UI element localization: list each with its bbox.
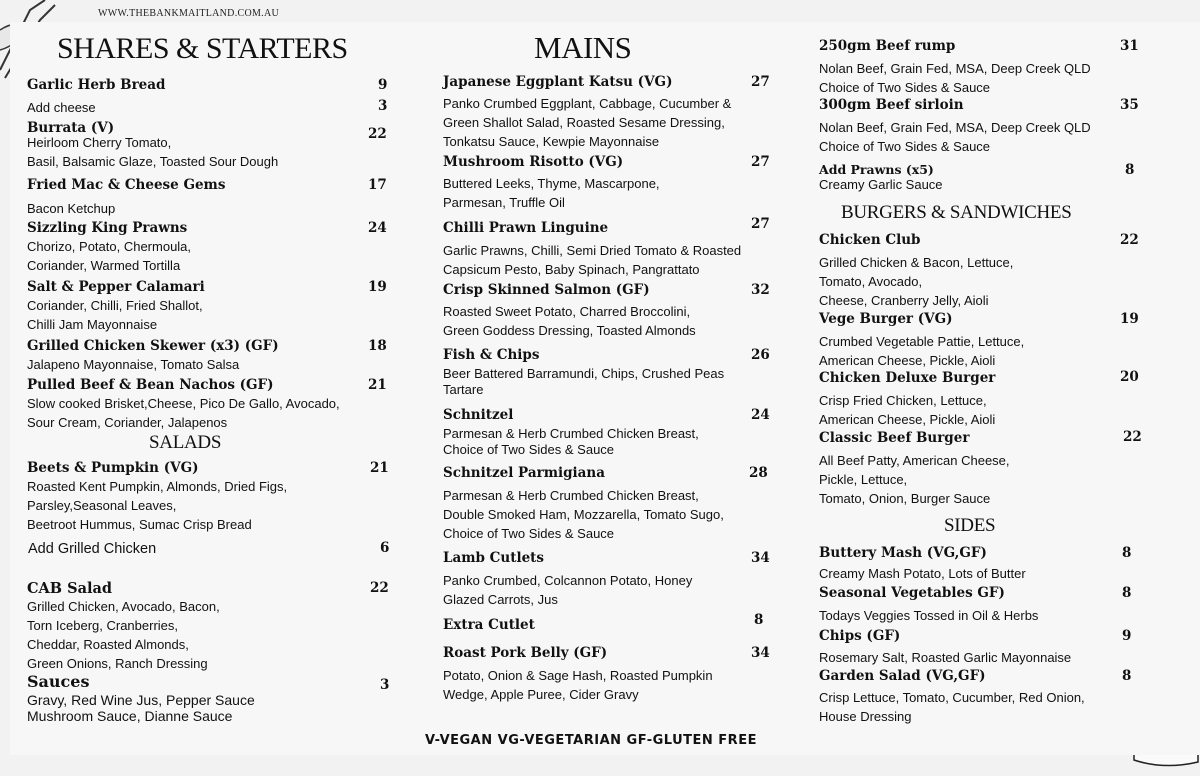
item-price: 3 [378,98,388,114]
item-description: All Beef Patty, American Cheese, Pickle, Lettuce, Tomato, Onion, Burger Sauce [819,453,1010,506]
item-price: 24 [751,407,770,423]
item-price: 3 [380,677,390,693]
item-name: Seasonal Vegetables GF) [819,585,1005,601]
item-description: Beer Battered Barramundi, Chips, Crushed Peas Tartare [443,366,725,397]
item-price: 27 [751,216,770,232]
item-description: Garlic Prawns, Chilli, Semi Dried Tomato & Roasted Capsicum Pesto, Baby Spinach, Pangrattato [443,243,742,277]
mains-heading: MAINS [534,30,632,65]
item-name: Beets & Pumpkin (VG) [27,460,199,476]
item-price: 6 [380,540,390,556]
item-description: Coriander, Chilli, Fried Shallot, Chilli Jam Mayonnaise [27,298,203,332]
item-price: 34 [751,550,770,566]
item-name: Chicken Club [819,232,921,248]
item-description: Parmesan & Herb Crumbed Chicken Breast, Choice of Two Sides & Sauce [443,426,699,457]
item-name: Vege Burger (VG) [819,311,953,327]
item-name: Lamb Cutlets [443,550,545,566]
burgers-sandwiches-heading: BURGERS & SANDWICHES [841,202,1072,223]
item-description: Jalapeno Mayonnaise, Tomato Salsa [27,357,240,372]
item-price: 18 [368,338,387,354]
item-description: Crisp Fried Chicken, Lettuce, American Cheese, Pickle, Aioli [819,393,996,427]
item-price: 26 [751,347,770,363]
website-url: WWW.THEBANKMAITLAND.COM.AU [98,8,280,19]
item-name: Schnitzel [443,407,514,423]
item-name: Fried Mac & Cheese Gems [27,177,226,193]
item-name: CAB Salad [27,580,113,597]
item-description: Grilled Chicken & Bacon, Lettuce, Tomato, Avocado, Cheese, Cranberry Jelly, Aioli [819,255,1014,308]
item-description: Potato, Onion & Sage Hash, Roasted Pumpkin Wedge, Apple Puree, Cider Gravy [443,668,713,702]
item-name: Buttery Mash (VG,GF) [819,545,987,561]
item-description: Roasted Kent Pumpkin, Almonds, Dried Figs, Parsley,Seasonal Leaves, Beetroot Hummus, Sumac Crisp Bread [27,479,288,532]
item-description: Nolan Beef, Grain Fed, MSA, Deep Creek QLD Choice of Two Sides & Sauce [819,120,1091,154]
item-description: Bacon Ketchup [27,201,116,216]
item-price: 8 [1122,668,1132,684]
item-description: Crumbed Vegetable Pattie, Lettuce, American Cheese, Pickle, Aioli [819,334,1025,368]
item-description: Nolan Beef, Grain Fed, MSA, Deep Creek QLD Choice of Two Sides & Sauce [819,61,1091,95]
item-name: Roast Pork Belly (GF) [443,645,608,661]
item-price: 8 [1125,162,1135,178]
item-price: 34 [751,645,770,661]
item-name: Extra Cutlet [443,617,535,633]
item-name: Garlic Herb Bread [27,77,166,93]
item-price: 35 [1120,97,1139,113]
item-description: Roasted Sweet Potato, Charred Broccolini, Green Goddess Dressing, Toasted Almonds [443,304,696,338]
item-description: Slow cooked Brisket,Cheese, Pico De Gallo, Avocado, Sour Cream, Coriander, Jalapenos [27,396,340,430]
item-price: 24 [368,220,387,236]
item-price: 19 [368,279,387,295]
item-price: 21 [368,377,387,393]
item-name: Japanese Eggplant Katsu (VG) [443,74,673,90]
item-price: 22 [1123,429,1142,445]
item-price: 27 [751,74,770,90]
item-description: Parmesan & Herb Crumbed Chicken Breast, Double Smoked Ham, Mozzarella, Tomato Sugo, Choice of Two Sides & Sauce [443,488,724,541]
item-description: Gravy, Red Wine Jus, Pepper Sauce Mushroom Sauce, Dianne Sauce [27,692,255,724]
item-price: 9 [1122,628,1132,644]
item-price: 27 [751,154,770,170]
item-name: Chips (GF) [819,628,901,644]
item-price: 20 [1120,369,1139,385]
item-description: Creamy Garlic Sauce [819,177,943,192]
item-name: Garden Salad (VG,GF) [819,668,986,684]
item-price: 19 [1120,311,1139,327]
item-description: Rosemary Salt, Roasted Garlic Mayonnaise [819,650,1072,665]
item-price: 22 [368,126,387,142]
item-name: Sizzling King Prawns [27,220,188,236]
item-description: Heirloom Cherry Tomato, Basil, Balsamic Glaze, Toasted Sour Dough [27,135,279,169]
item-name: Grilled Chicken Skewer (x3) (GF) [27,338,279,354]
shares-starters-heading: SHARES & STARTERS [57,32,348,65]
item-price: 31 [1120,38,1139,54]
item-description: Todays Veggies Tossed in Oil & Herbs [819,608,1039,623]
item-price: 8 [754,612,764,628]
item-name: Chilli Prawn Linguine [443,220,609,236]
item-name: Add cheese [27,100,96,115]
menu-sheet [10,22,1200,755]
item-price: 9 [378,77,388,93]
item-price: 21 [370,460,389,476]
item-name: Salt & Pepper Calamari [27,279,205,295]
item-name: 300gm Beef sirloin [819,97,964,113]
sides-heading: SIDES [944,515,996,536]
dietary-legend: V-VEGAN VG-VEGETARIAN GF-GLUTEN FREE [425,733,757,748]
item-name: Schnitzel Parmigiana [443,465,605,481]
item-description: Panko Crumbed Eggplant, Cabbage, Cucumber & Green Shallot Salad, Roasted Sesame Dressing, Tonkatsu Sauce, Kewpie Mayonnaise [443,96,732,149]
item-name: 250gm Beef rump [819,38,956,54]
item-name: Crisp Skinned Salmon (GF) [443,282,650,298]
item-description: Panko Crumbed, Colcannon Potato, Honey Glazed Carrots, Jus [443,573,693,607]
item-name: Add Prawns (x5) [819,162,934,177]
item-description: Chorizo, Potato, Chermoula, Coriander, Warmed Tortilla [27,239,192,273]
item-name: Sauces [27,672,90,691]
item-description: Crisp Lettuce, Tomato, Cucumber, Red Onion, House Dressing [819,690,1085,724]
item-name: Mushroom Risotto (VG) [443,154,624,170]
item-description: Creamy Mash Potato, Lots of Butter [819,566,1026,581]
item-description: Buttered Leeks, Thyme, Mascarpone, Parmesan, Truffle Oil [443,176,660,210]
item-name: Chicken Deluxe Burger [819,370,996,386]
item-name: Pulled Beef & Bean Nachos (GF) [27,377,274,393]
item-price: 17 [368,177,387,193]
item-name: Burrata (V) [27,120,115,136]
item-name: Add Grilled Chicken [28,541,157,557]
item-name: Fish & Chips [443,347,540,363]
salads-heading: SALADS [149,432,222,453]
item-description: Grilled Chicken, Avocado, Bacon, Torn Iceberg, Cranberries, Cheddar, Roasted Almonds, Green Onions, Ranch Dressing [27,599,220,671]
item-price: 22 [370,580,389,596]
item-name: Classic Beef Burger [819,430,970,446]
item-price: 28 [749,465,768,481]
item-price: 22 [1120,232,1139,248]
item-price: 8 [1122,585,1132,601]
item-price: 32 [751,282,770,298]
item-price: 8 [1122,545,1132,561]
